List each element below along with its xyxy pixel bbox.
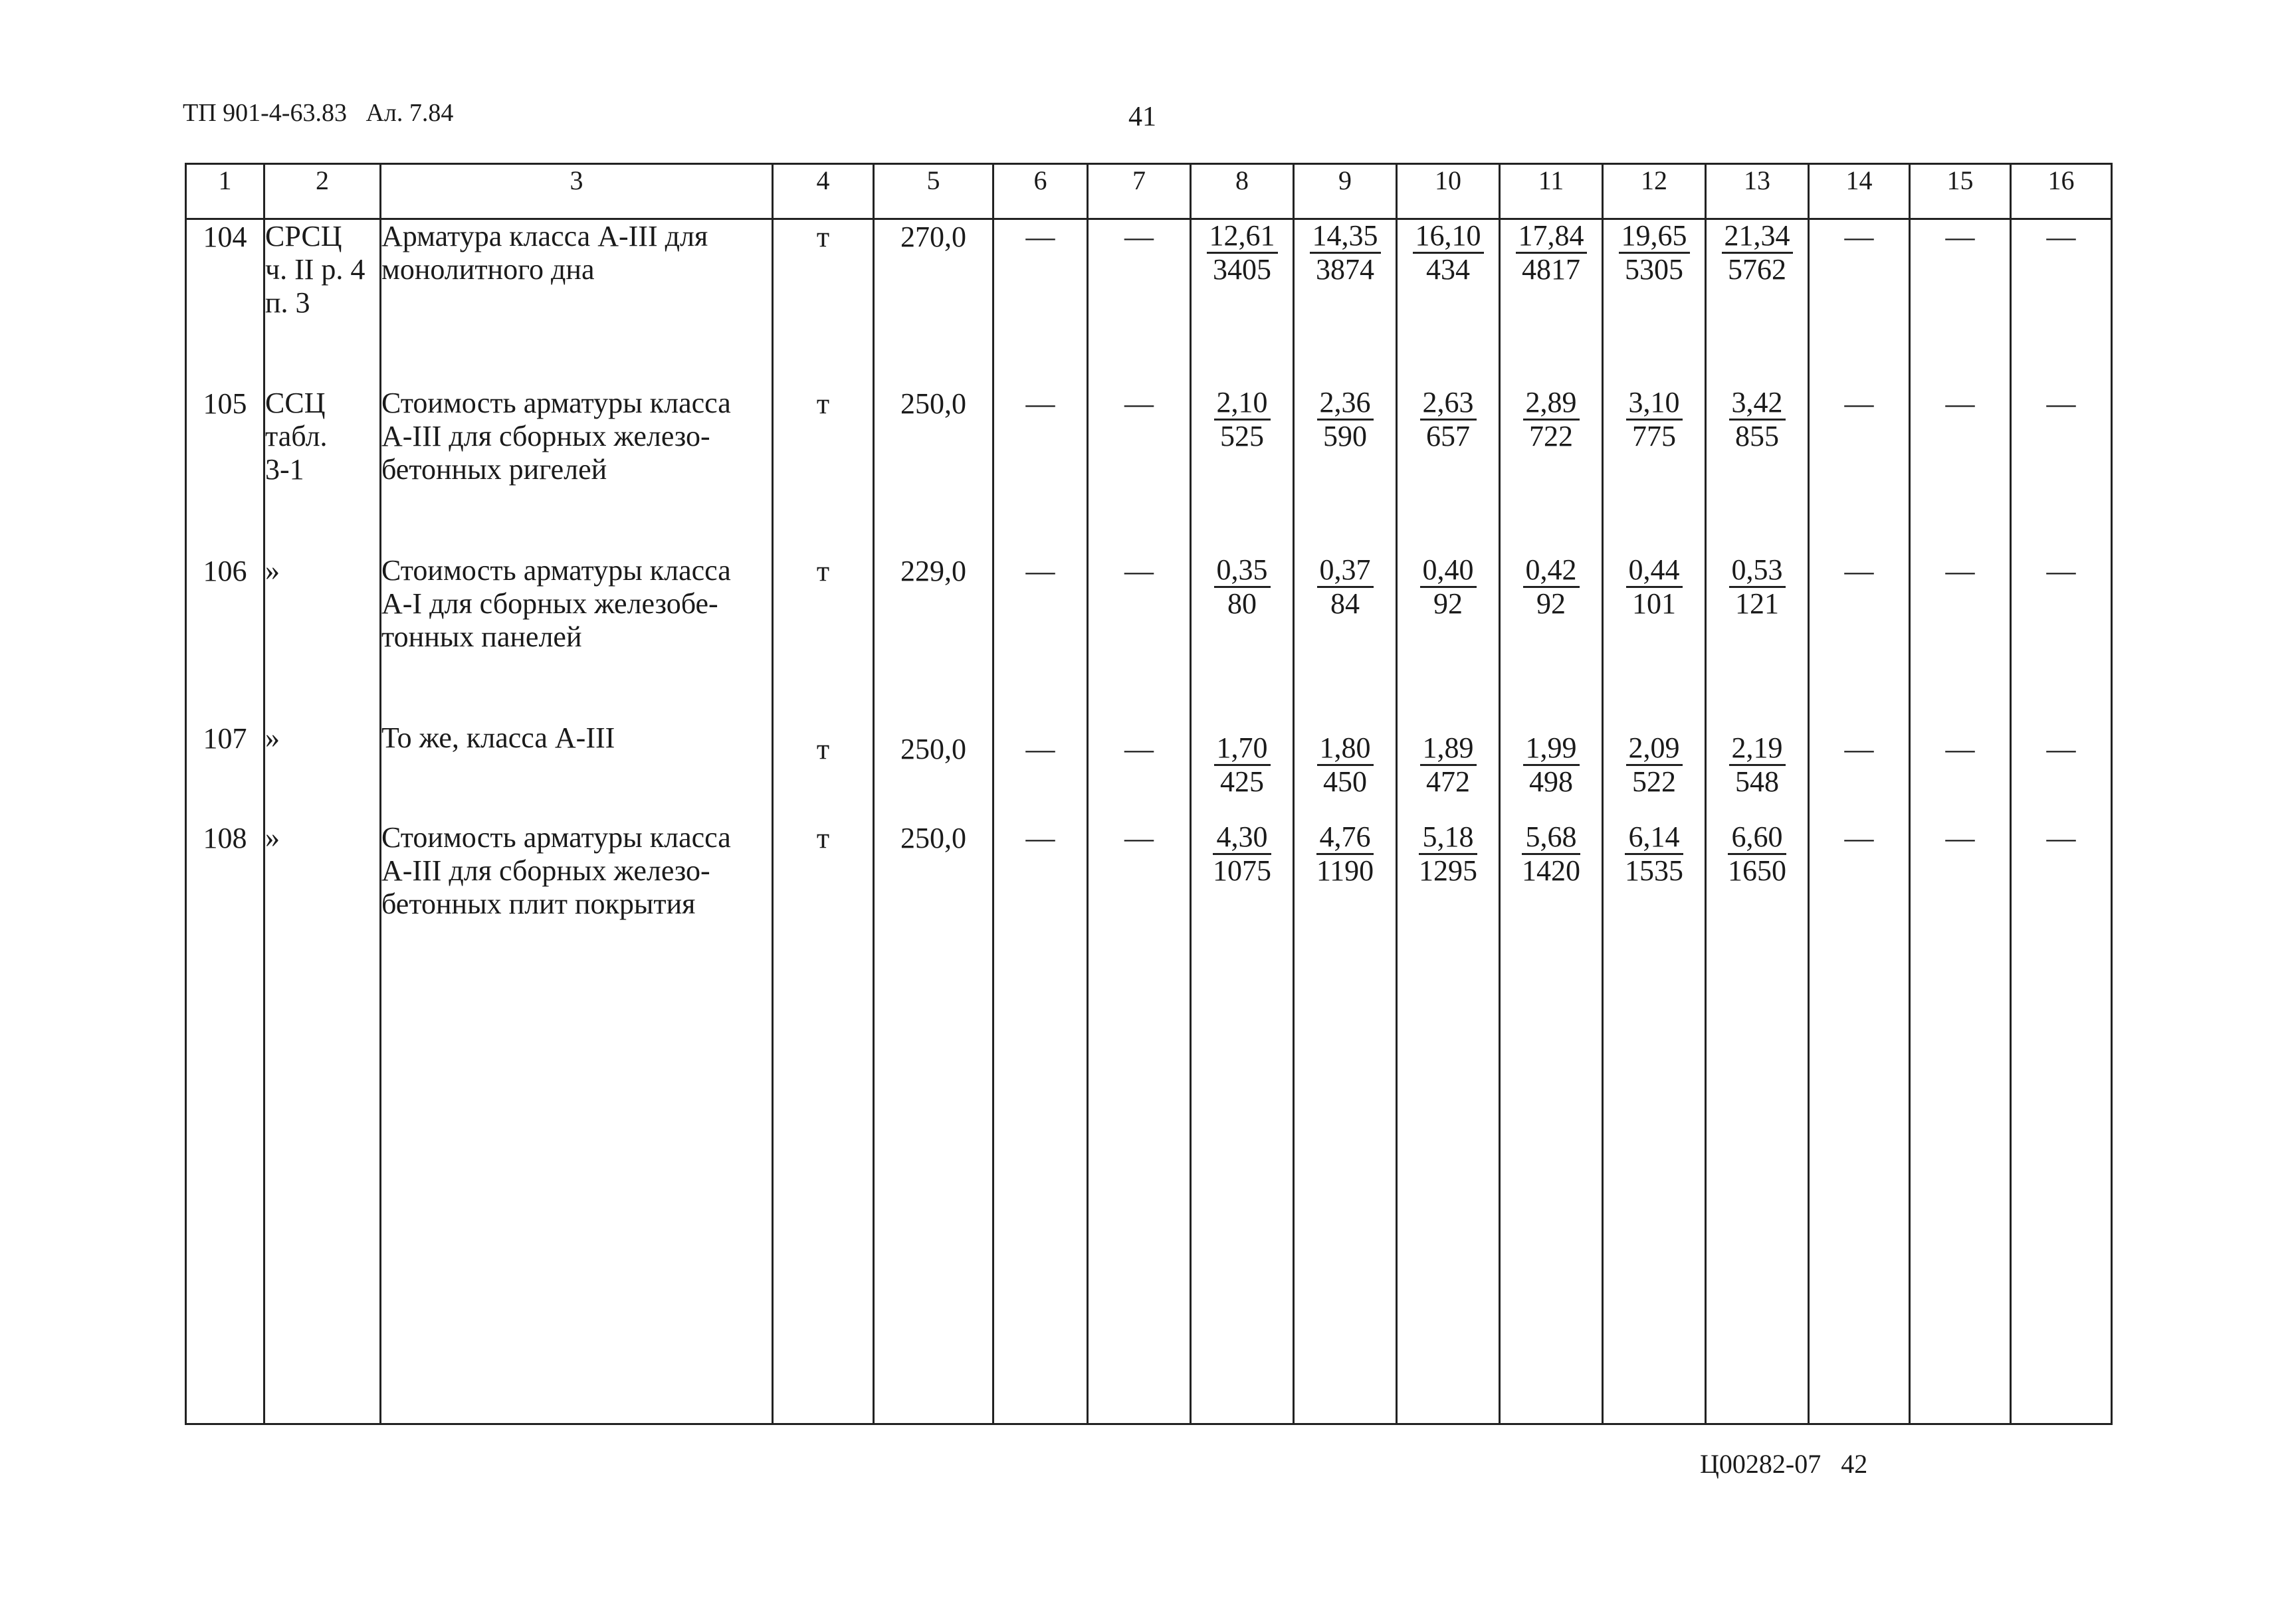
value-bottom: 92 (1536, 587, 1566, 620)
name-line: А-III для сборных железо- (381, 419, 710, 452)
value-bottom: 425 (1220, 765, 1264, 798)
value-bottom: 548 (1735, 765, 1779, 798)
value-cell (1397, 821, 1500, 989)
name-line: То же, класса А-III (381, 721, 615, 754)
source-ref (264, 219, 381, 387)
value-bottom: 525 (1220, 419, 1264, 452)
value-cell (1294, 821, 1397, 989)
value-bottom: 5762 (1728, 253, 1786, 286)
item-name (381, 387, 773, 554)
empty-row (186, 989, 2112, 1424)
dash-cell: — (993, 554, 1088, 721)
value-cell (1191, 219, 1294, 387)
page-number: 41 (1128, 102, 1156, 132)
dash-cell: — (2011, 219, 2112, 387)
column-header: 10 (1397, 164, 1500, 219)
value-bottom: 1295 (1419, 854, 1477, 887)
value-bottom: 1420 (1522, 854, 1580, 887)
price-cell: 250,0 (874, 721, 993, 821)
name-line: бетонных ригелей (381, 452, 607, 486)
value-top: 14,35 (1310, 220, 1381, 254)
unit-cell: т (773, 554, 874, 721)
value-bottom: 1650 (1728, 854, 1786, 887)
column-header: 7 (1088, 164, 1191, 219)
dash-cell: — (1809, 387, 1910, 554)
value-top: 4,76 (1316, 821, 1374, 855)
value-bottom: 498 (1529, 765, 1573, 798)
dash-cell: — (1088, 821, 1191, 989)
footer-code: Ц00282-07 42 (1700, 1449, 1868, 1479)
source-ref (264, 554, 381, 721)
column-header: 8 (1191, 164, 1294, 219)
dash-cell: — (993, 219, 1088, 387)
value-top: 2,19 (1729, 732, 1786, 766)
row-number: 105 (186, 387, 264, 554)
value-top: 2,09 (1626, 732, 1683, 766)
dash-cell: — (1088, 219, 1191, 387)
value-bottom: 1190 (1316, 854, 1374, 887)
dash-cell: — (1910, 721, 2011, 821)
value-top: 0,42 (1523, 554, 1580, 588)
value-top: 19,65 (1619, 220, 1690, 254)
dash-cell: — (1910, 219, 2011, 387)
value-top: 6,14 (1625, 821, 1683, 855)
value-bottom: 4817 (1522, 253, 1580, 286)
item-name (381, 821, 773, 989)
table-row (186, 387, 2112, 554)
value-cell (1500, 554, 1603, 721)
value-bottom: 3405 (1213, 253, 1271, 286)
value-cell (1603, 387, 1706, 554)
source-line: » (265, 820, 280, 854)
price-cell: 250,0 (874, 387, 993, 554)
value-cell (1603, 821, 1706, 989)
value-top: 0,53 (1729, 554, 1786, 588)
value-top: 1,99 (1523, 732, 1580, 766)
dash-cell: — (1088, 554, 1191, 721)
value-cell (1397, 721, 1500, 821)
row-number: 107 (186, 721, 264, 821)
value-cell (1603, 219, 1706, 387)
source-line: табл. (265, 419, 328, 452)
name-line: А-III для сборных железо- (381, 854, 710, 887)
table-row (186, 721, 2112, 821)
name-line: Стоимость арматуры класса (381, 820, 731, 854)
value-bottom: 1075 (1213, 854, 1271, 887)
item-name (381, 219, 773, 387)
value-bottom: 590 (1323, 419, 1367, 452)
value-top: 6,60 (1728, 821, 1786, 855)
document-code: ТП 901-4-63.83 Ал. 7.84 (183, 99, 454, 127)
column-header: 2 (264, 164, 381, 219)
item-name (381, 554, 773, 721)
value-cell (1294, 387, 1397, 554)
value-cell (1603, 721, 1706, 821)
dash-cell: — (1910, 387, 2011, 554)
unit-cell: т (773, 821, 874, 989)
row-number: 104 (186, 219, 264, 387)
value-top: 0,37 (1317, 554, 1374, 588)
unit-cell: т (773, 721, 874, 821)
value-top: 12,61 (1207, 220, 1278, 254)
value-top: 1,89 (1420, 732, 1477, 766)
value-cell (1500, 721, 1603, 821)
dash-cell: — (1088, 721, 1191, 821)
column-header: 3 (381, 164, 773, 219)
value-cell (1294, 721, 1397, 821)
dash-cell: — (993, 721, 1088, 821)
name-line: А-I для сборных железобе- (381, 587, 718, 620)
unit-cell: т (773, 387, 874, 554)
dash-cell: — (2011, 387, 2112, 554)
cost-table (185, 163, 2113, 1425)
value-top: 0,40 (1420, 554, 1477, 588)
value-bottom: 722 (1529, 419, 1573, 452)
value-top: 5,18 (1419, 821, 1477, 855)
column-header: 6 (993, 164, 1088, 219)
value-cell (1191, 721, 1294, 821)
value-cell (1397, 387, 1500, 554)
value-top: 2,36 (1317, 387, 1374, 421)
value-cell (1706, 387, 1809, 554)
dash-cell: — (1910, 554, 2011, 721)
value-top: 0,44 (1626, 554, 1683, 588)
unit-cell: т (773, 219, 874, 387)
dash-cell: — (2011, 554, 2112, 721)
name-line: Стоимость арматуры класса (381, 553, 731, 587)
value-bottom: 1535 (1625, 854, 1683, 887)
table-row (186, 821, 2112, 989)
value-top: 0,35 (1214, 554, 1271, 588)
value-cell (1500, 387, 1603, 554)
column-header: 14 (1809, 164, 1910, 219)
dash-cell: — (1088, 387, 1191, 554)
value-cell (1191, 387, 1294, 554)
value-cell (1191, 821, 1294, 989)
value-cell (1294, 219, 1397, 387)
value-top: 16,10 (1413, 220, 1484, 254)
column-header: 5 (874, 164, 993, 219)
dash-cell: — (1809, 219, 1910, 387)
column-header: 12 (1603, 164, 1706, 219)
dash-cell: — (1910, 821, 2011, 989)
value-bottom: 101 (1632, 587, 1676, 620)
source-line: п. 3 (265, 286, 310, 319)
value-top: 2,63 (1420, 387, 1477, 421)
value-bottom: 450 (1323, 765, 1367, 798)
name-line: бетонных плит покрытия (381, 887, 696, 920)
value-cell (1191, 554, 1294, 721)
value-bottom: 522 (1632, 765, 1676, 798)
value-top: 17,84 (1516, 220, 1587, 254)
table-row (186, 554, 2112, 721)
value-bottom: 84 (1330, 587, 1360, 620)
value-top: 3,42 (1729, 387, 1786, 421)
source-line: ч. II р. 4 (265, 253, 365, 286)
table-row (186, 219, 2112, 387)
value-cell (1706, 821, 1809, 989)
source-line: СРСЦ (265, 220, 342, 252)
value-bottom: 5305 (1625, 253, 1683, 286)
value-bottom: 3874 (1316, 253, 1374, 286)
dash-cell: — (993, 387, 1088, 554)
column-header: 4 (773, 164, 874, 219)
value-top: 1,70 (1214, 732, 1271, 766)
price-cell: 270,0 (874, 219, 993, 387)
column-header: 15 (1910, 164, 2011, 219)
dash-cell: — (2011, 721, 2112, 821)
value-bottom: 472 (1426, 765, 1470, 798)
value-bottom: 775 (1632, 419, 1676, 452)
value-top: 2,89 (1523, 387, 1580, 421)
column-header: 11 (1500, 164, 1603, 219)
value-top: 4,30 (1213, 821, 1271, 855)
value-top: 3,10 (1626, 387, 1683, 421)
source-line: » (265, 553, 280, 587)
dash-cell: — (1809, 554, 1910, 721)
value-bottom: 121 (1735, 587, 1779, 620)
name-line: Стоимость арматуры класса (381, 386, 731, 419)
value-top: 1,80 (1317, 732, 1374, 766)
value-top: 21,34 (1722, 220, 1793, 254)
value-cell (1397, 554, 1500, 721)
name-line: тонных панелей (381, 620, 582, 653)
price-cell: 229,0 (874, 554, 993, 721)
row-number: 106 (186, 554, 264, 721)
column-header: 1 (186, 164, 264, 219)
dash-cell: — (1809, 821, 1910, 989)
source-line: ССЦ (265, 386, 326, 419)
column-number-row (186, 164, 2112, 219)
value-cell (1397, 219, 1500, 387)
value-top: 2,10 (1214, 387, 1271, 421)
value-bottom: 657 (1426, 419, 1470, 452)
dash-cell: — (2011, 821, 2112, 989)
source-ref (264, 721, 381, 821)
value-cell (1294, 554, 1397, 721)
price-cell: 250,0 (874, 821, 993, 989)
source-ref (264, 387, 381, 554)
source-line: » (265, 721, 280, 754)
value-bottom: 855 (1735, 419, 1779, 452)
value-top: 5,68 (1522, 821, 1580, 855)
value-cell (1706, 721, 1809, 821)
column-header: 16 (2011, 164, 2112, 219)
item-name (381, 721, 773, 821)
column-header: 13 (1706, 164, 1809, 219)
dash-cell: — (1809, 721, 1910, 821)
source-line: 3-1 (265, 452, 304, 486)
name-line: монолитного дна (381, 253, 595, 286)
value-bottom: 434 (1426, 253, 1470, 286)
row-number: 108 (186, 821, 264, 989)
value-cell (1603, 554, 1706, 721)
value-cell (1500, 821, 1603, 989)
name-line: Арматура класса А-III для (381, 220, 708, 252)
value-bottom: 80 (1227, 587, 1257, 620)
column-header: 9 (1294, 164, 1397, 219)
source-ref (264, 821, 381, 989)
value-bottom: 92 (1433, 587, 1463, 620)
value-cell (1500, 219, 1603, 387)
dash-cell: — (993, 821, 1088, 989)
value-cell (1706, 219, 1809, 387)
value-cell (1706, 554, 1809, 721)
